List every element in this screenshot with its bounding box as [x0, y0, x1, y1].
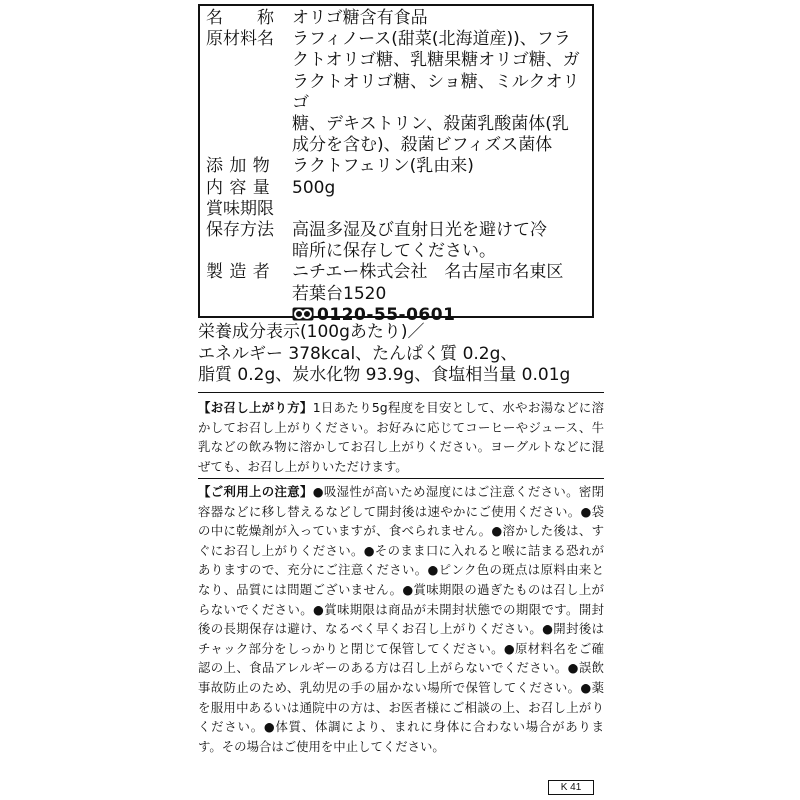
- maker-line: 若葉台1520: [292, 283, 387, 304]
- bestbefore-row: [206, 199, 586, 220]
- name-key: 名 称: [206, 8, 274, 28]
- ingredients-line: 糖、デキストリン、殺菌乳酸菌体(乳: [292, 114, 569, 135]
- nutrition-facts: [198, 322, 598, 387]
- ingredients-line: 成分を含む)、殺菌ビフィズス菌体: [292, 135, 553, 156]
- content-key: 内 容 量: [206, 177, 271, 198]
- ingredients-key: 原材料名: [206, 29, 274, 50]
- content-row: [206, 178, 586, 199]
- additive-key: 添 加 物: [206, 156, 271, 177]
- additive-row: [206, 156, 586, 177]
- caution-section: [198, 482, 604, 756]
- storage-row: [206, 220, 586, 241]
- usage-heading: 【お召し上がり方】: [198, 400, 313, 415]
- nutrition-line: エネルギー 378kcal、たんぱく質 0.2g、: [198, 343, 518, 364]
- usage-text: 1日あたり5g程度を目安として、水やお湯などに溶かしてお召し上がりください。お好みに応じてコーヒーやジュース、牛乳などの飲み物に溶かしてお召し上がりください。ヨーグルトなどに混ぜても、お召し上がりいただけます。: [198, 400, 605, 474]
- product-code: K 41: [548, 780, 594, 795]
- name-value: オリゴ糖含有食品: [292, 8, 428, 28]
- ingredients-line: クトオリゴ糖、乳糖果糖オリゴ糖、ガ: [292, 50, 580, 71]
- nutrition-line: 栄養成分表示(100gあたり)／: [198, 322, 425, 342]
- divider: [198, 392, 604, 393]
- bestbefore-key: 賞味期限: [206, 198, 274, 219]
- maker-key: 製 造 者: [206, 262, 271, 283]
- divider: [198, 478, 604, 479]
- bestbefore-value: [292, 199, 586, 220]
- content-value: 500g: [292, 177, 336, 198]
- maker-line: ニチエー株式会社 名古屋市名東区: [292, 262, 564, 283]
- nutrition-line: 脂質 0.2g、炭水化物 93.9g、食塩相当量 0.01g: [198, 365, 571, 385]
- usage-section: [198, 398, 604, 476]
- ingredients-line: ラクトオリゴ糖、ショ糖、ミルクオリゴ: [292, 71, 580, 113]
- free-dial-icon: [292, 307, 314, 321]
- product-label-box: [198, 4, 594, 325]
- storage-key: 保存方法: [206, 220, 274, 241]
- name-row: [206, 8, 586, 29]
- storage-line: 暗所に保存してください。: [292, 241, 496, 262]
- storage-line: 高温多湿及び直射日光を避けて冷: [292, 220, 547, 241]
- additive-value: ラクトフェリン(乳由来): [292, 156, 474, 177]
- ingredients-row: [206, 29, 586, 50]
- maker-row: [206, 262, 586, 283]
- caution-heading: 【ご利用上の注意】: [198, 484, 313, 499]
- ingredients-line: ラフィノース(甜菜(北海道産))、フラ: [292, 29, 571, 50]
- phone-number: 0120-55-0601: [317, 304, 456, 325]
- caution-text: ●吸湿性が高いため湿度にはご注意ください。密閉容器などに移し替えるなどして開封後は速やかにご使用ください。●袋の中に乾燥剤が入っていますが、食べられません。●溶かした後は、すぐにお召し上がりください。●そのまま口に入れると喉に詰まる恐れがありますので、充分にご注意ください。●ピンク色の斑点は原料由来となり、品質には問題ございません。●賞味期限の過ぎたものは召し上がらないでください。●賞味期限は商品が未開封状態での期限です。開封後の長期保存は避け、なるべく早くお召し上がりください。●開封後はチャック部分をしっかりと閉じて保管してください。●原材料名をご確認の上、食品アレルギーのある方は召し上がらないでください。●誤飲事故防止のため、乳幼児の手の届かない場所で保管してください。●薬を服用中あるいは通院中の方は、お医者様にご相談の上、お召し上がりください。●体質、体調により、まれに身体に合わない場合があります。その場合はご使用を中止してください。: [198, 484, 605, 754]
